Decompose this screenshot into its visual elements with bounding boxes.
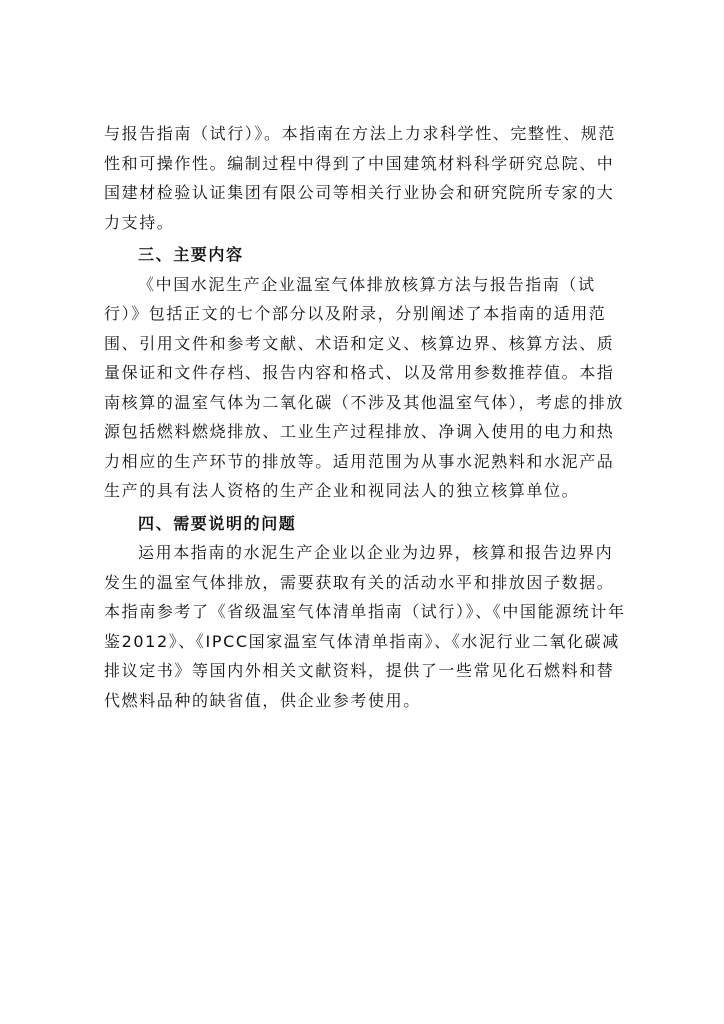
- document-page: [104, 119, 626, 715]
- paragraph-guideline-intro: 与报告指南（试行）》。本指南在方法上力求科学性、完整性、规范性和可操作性。编制过程中得到了中国建筑材料科学研究总院、中国建材检验认证集团有限公司等相关行业协会和研究院所专家的大力支持。: [104, 124, 617, 232]
- paragraph-issues: 运用本指南的水泥生产企业以企业为边界，核算和报告边界内发生的温室气体排放，需要获取有关的活动水平和排放因子数据。本指南参考了《省级温室气体清单指南（试行）》、《中国能源统计年鉴2012》、《IPCC国家温室气体清单指南》、《水泥行业二氧化碳减排议定书》等国内外相关文献资料，提供了一些常见化石燃料和替代燃料品种的缺省值，供企业参考使用。: [104, 543, 626, 710]
- section-heading-main-content: 三、主要内容: [138, 245, 244, 264]
- section-heading-issues: 四、需要说明的问题: [138, 513, 297, 533]
- paragraph-main-content: 《中国水泥生产企业温室气体排放核算方法与报告指南（试行）》包括正文的七个部分以及附录，分别阐述了本指南的适用范围、引用文件和参考文献、术语和定义、核算边界、核算方法、质量保证和文件存档、报告内容和格式、以及常用参数推荐值。本指南核算的温室气体为二氧化碳（不涉及其他温室气体），考虑的排放源包括燃料燃烧排放、工业生产过程排放、净调入使用的电力和热力相应的生产环节的排放等。适用范围为从事水泥熟料和水泥产品生产的具有法人资格的生产企业和视同法人的独立核算单位。: [104, 274, 625, 500]
